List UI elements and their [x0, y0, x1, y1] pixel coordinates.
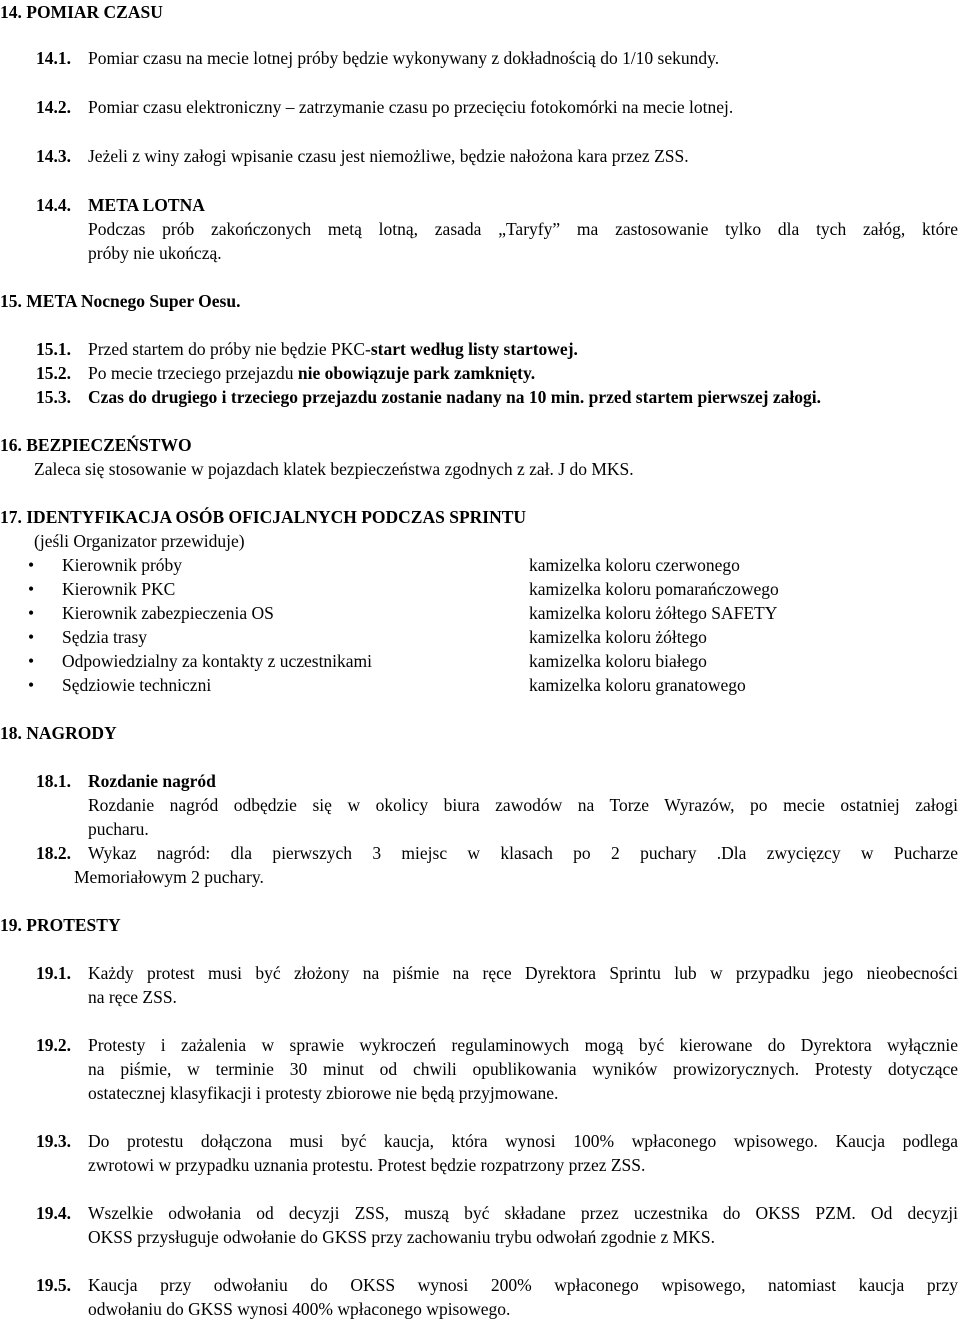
item-19-1-line: na ręce ZSS.	[88, 987, 177, 1007]
section-19-heading: 19. PROTESTY	[0, 915, 121, 935]
officials-row	[28, 577, 175, 601]
item-18-1-title: Rozdanie nagród	[88, 771, 216, 791]
official-vest: kamizelka koloru pomarańczowego	[529, 579, 779, 599]
officials-row	[28, 673, 211, 697]
item-19-3-line: Do protestu dołączona musi być kaucja, która wynosi 100% wpłaconego wpisowego. Kaucja podlega	[88, 1131, 958, 1151]
official-role: Odpowiedzialny za kontakty z uczestnikami	[62, 651, 373, 671]
section-14-heading: 14. POMIAR CZASU	[0, 2, 163, 22]
bullet-icon: •	[28, 555, 35, 575]
item-19-3-number: 19.3.	[36, 1131, 71, 1151]
official-vest: kamizelka koloru czerwonego	[529, 555, 740, 575]
item-19-5-line: odwołaniu do GKSS wynosi 400% wpłaconego wpisowego.	[88, 1299, 511, 1319]
item-18-1-line-1: Rozdanie nagród odbędzie się w okolicy biura zawodów na Torze Wyrazów, po mecie ostatniej załogi	[88, 795, 958, 815]
item-19-2-line: ostatecznej klasyfikacji i protesty zbiorowe nie będą przyjmowane.	[88, 1083, 559, 1103]
item-15-2-plain: Po mecie trzeciego przejazdu	[88, 363, 298, 383]
item-14-2-text: Pomiar czasu elektroniczny – zatrzymanie czasu po przecięciu fotokomórki na mecie lotnej.	[88, 97, 734, 117]
section-17-subtitle: (jeśli Organizator przewiduje)	[34, 531, 245, 551]
item-15-1-bold: start według listy startowej.	[370, 339, 578, 359]
item-14-4-line-2: próby nie ukończą.	[88, 243, 222, 263]
item-18-1-line-2: pucharu.	[88, 819, 149, 839]
item-19-1-number: 19.1.	[36, 963, 71, 983]
item-15-1-number: 15.1.	[36, 339, 71, 359]
item-19-2-line: na piśmie, w terminie 30 minut od chwili opublikowania wyników prowizorycznych. Protesty dotyczące	[88, 1059, 958, 1079]
officials-row	[28, 553, 182, 577]
officials-row	[28, 601, 274, 625]
section-18-heading: 18. NAGRODY	[0, 723, 117, 743]
item-15-1-plain: Przed startem do próby nie będzie PKC-	[88, 339, 371, 359]
official-vest: kamizelka koloru żółtego	[529, 627, 707, 647]
item-18-2-line-2: Memoriałowym 2 puchary.	[74, 867, 264, 887]
item-14-3-text: Jeżeli z winy załogi wpisanie czasu jest niemożliwe, będzie nałożona kara przez ZSS.	[88, 146, 689, 166]
item-15-2-text	[88, 361, 535, 385]
item-15-1-text	[88, 337, 578, 361]
official-role: Sędzia trasy	[62, 627, 148, 647]
item-15-3-text: Czas do drugiego i trzeciego przejazdu zostanie nadany na 10 min. przed startem pierwszej załogi.	[88, 387, 821, 407]
section-16-text: Zaleca się stosowanie w pojazdach klatek bezpieczeństwa zgodnych z zał. J do MKS.	[34, 459, 634, 479]
official-role: Sędziowie techniczni	[62, 675, 212, 695]
item-19-1-line: Każdy protest musi być złożony na piśmie na ręce Dyrektora Sprintu lub w przypadku jego nieobecności	[88, 963, 958, 983]
item-14-4-line-1: Podczas prób zakończonych metą lotną, zasada „Taryfy” ma zastosowanie tylko dla tych załóg, które	[88, 219, 958, 239]
item-14-2-number: 14.2.	[36, 97, 71, 117]
item-19-3-line: zwrotowi w przypadku uznania protestu. Protest będzie rozpatrzony przez ZSS.	[88, 1155, 646, 1175]
bullet-icon: •	[28, 603, 35, 623]
bullet-icon: •	[28, 627, 35, 647]
official-vest: kamizelka koloru granatowego	[529, 675, 746, 695]
item-18-2-line-1: Wykaz nagród: dla pierwszych 3 miejsc w klasach po 2 puchary .Dla zwycięzcy w Pucharze	[88, 843, 958, 863]
item-19-4-line: Wszelkie odwołania od decyzji ZSS, muszą być składane przez uczestnika do OKSS PZM. Od decyzji	[88, 1203, 958, 1223]
item-14-1-text: Pomiar czasu na mecie lotnej próby będzie wykonywany z dokładnością do 1/10 sekundy.	[88, 48, 720, 68]
bullet-icon: •	[28, 675, 35, 695]
section-15-heading: 15. META Nocnego Super Oesu.	[0, 291, 241, 311]
section-17-heading: 17. IDENTYFIKACJA OSÓB OFICJALNYCH PODCZAS SPRINTU	[0, 507, 527, 527]
item-18-1-number: 18.1.	[36, 771, 71, 791]
bullet-icon: •	[28, 579, 35, 599]
official-role: Kierownik PKC	[62, 579, 176, 599]
official-role: Kierownik zabezpieczenia OS	[62, 603, 274, 623]
item-15-2-bold: nie obowiązuje park zamknięty.	[297, 363, 536, 383]
officials-row	[28, 625, 147, 649]
item-18-2-number: 18.2.	[36, 843, 71, 863]
item-14-1-number: 14.1.	[36, 48, 71, 68]
item-19-5-number: 19.5.	[36, 1275, 71, 1295]
section-16-heading: 16. BEZPIECZEŃSTWO	[0, 435, 192, 455]
official-vest: kamizelka koloru żółtego SAFETY	[529, 603, 778, 623]
item-15-2-number: 15.2.	[36, 363, 71, 383]
item-19-5-line: Kaucja przy odwołaniu do OKSS wynosi 200% wpłaconego wpisowego, natomiast kaucja przy	[88, 1275, 958, 1295]
item-14-4-number: 14.4.	[36, 195, 71, 215]
item-14-4-title: META LOTNA	[88, 195, 205, 215]
item-19-2-number: 19.2.	[36, 1035, 71, 1055]
item-19-4-line: OKSS przysługuje odwołanie do GKSS przy zachowaniu trybu odwołań zgodnie z MKS.	[88, 1227, 715, 1247]
item-15-3-number: 15.3.	[36, 387, 71, 407]
bullet-icon: •	[28, 651, 35, 671]
item-19-4-number: 19.4.	[36, 1203, 71, 1223]
official-vest: kamizelka koloru białego	[529, 651, 707, 671]
item-19-2-line: Protesty i zażalenia w sprawie wykroczeń regulaminowych mogą być kierowane do Dyrektora wyłącznie	[88, 1035, 958, 1055]
officials-row	[28, 649, 372, 673]
item-14-3-number: 14.3.	[36, 146, 71, 166]
official-role: Kierownik próby	[62, 555, 183, 575]
